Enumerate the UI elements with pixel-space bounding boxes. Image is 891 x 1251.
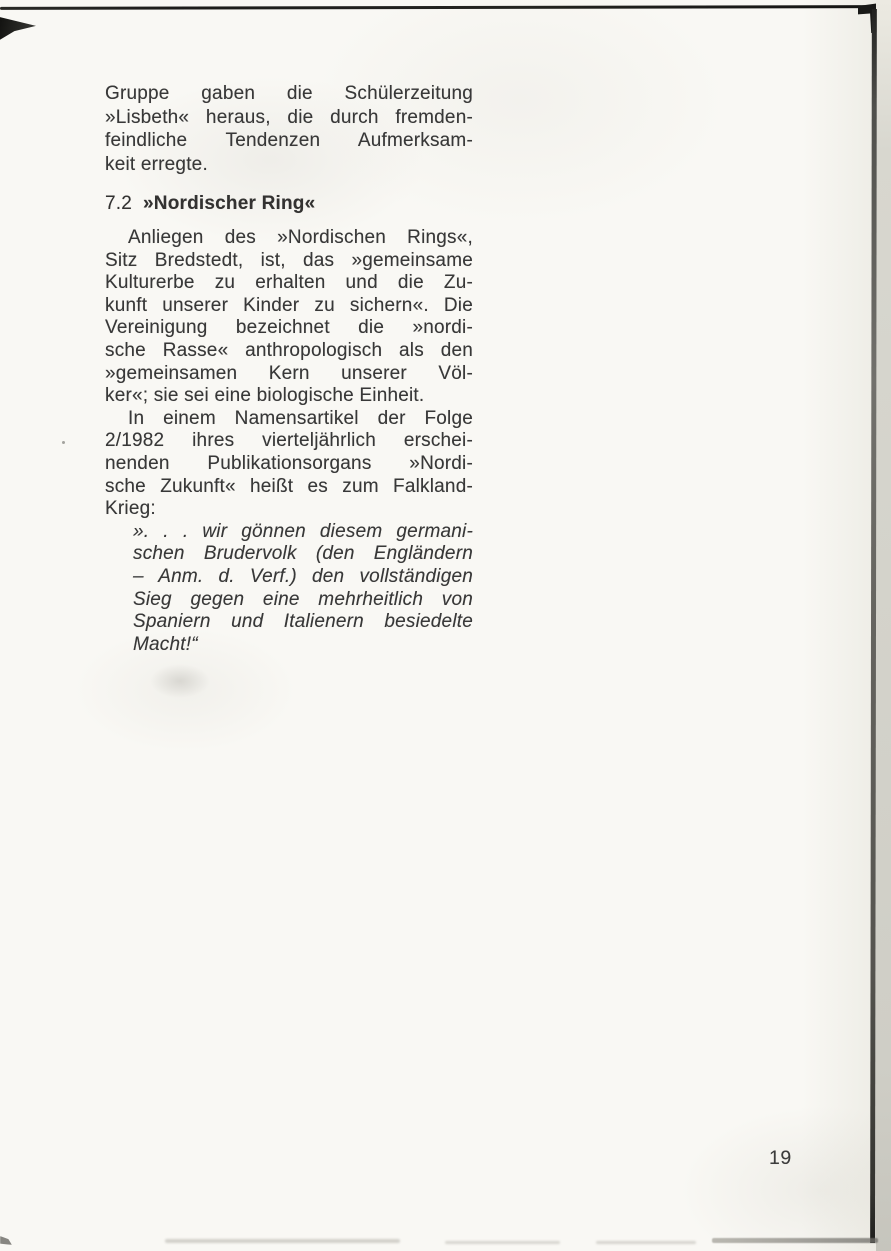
- paragraph-line: Sitz Bredstedt, ist, das »gemeinsame: [105, 249, 473, 271]
- section-heading: [105, 192, 473, 215]
- body-paragraph-namensartikel: [105, 408, 473, 521]
- scan-artifact-top-left-fold: [0, 15, 36, 41]
- intro-paragraph: [105, 82, 473, 176]
- quote-line: Sieg gegen eine mehrheitlich von: [133, 588, 473, 610]
- paragraph-line: Anliegen des »Nordischen Rings«,: [128, 227, 473, 248]
- paragraph-line: Krieg:: [105, 498, 156, 520]
- body-paragraph-anliegen: [105, 227, 473, 408]
- paragraph-line: 2/1982 ihres vierteljährlich erschei-: [105, 430, 473, 452]
- paragraph-line: sche Rasse« anthropologisch als den: [105, 339, 473, 361]
- section-number: 7.2: [105, 193, 133, 214]
- page-number: 19: [769, 1147, 792, 1169]
- section-title: »Nordischer Ring«: [143, 193, 316, 214]
- block-quote: [133, 521, 473, 657]
- paragraph-line: »Lisbeth« heraus, die durch fremden-: [105, 106, 473, 128]
- scan-artifact-speck: [62, 441, 65, 444]
- scan-artifact-smudge: [150, 664, 210, 698]
- scan-artifact-bottom-left-mark: [0, 1236, 12, 1245]
- paragraph-line: »gemeinsamen Kern unserer Völ-: [105, 362, 473, 384]
- paragraph-line: Kulturerbe zu erhalten und die Zu-: [105, 272, 473, 294]
- scan-artifact-top-edge: [0, 5, 878, 10]
- quote-line: Macht!“: [133, 633, 198, 655]
- quote-line: – Anm. d. Verf.) den vollständigen: [133, 565, 473, 587]
- paragraph-line: sche Zukunft« heißt es zum Falkland-: [105, 475, 473, 497]
- paragraph-line: Gruppe gaben die Schülerzeitung: [105, 83, 473, 104]
- quote-line: schen Brudervolk (den Engländern: [133, 543, 473, 565]
- body-text: [105, 227, 473, 656]
- scan-artifact-page-edge-strip: [876, 0, 891, 1251]
- scan-artifact-top-right-corner: [858, 3, 880, 33]
- quote-line: Spaniern und Italienern besiedelte: [133, 611, 473, 633]
- scan-artifact-right-edge: [870, 9, 877, 1243]
- scan-artifact-bottom-shadow: [712, 1238, 878, 1243]
- paragraph-line: feindliche Tendenzen Aufmerksam-: [105, 130, 473, 152]
- scan-artifact-bottom-shadow: [445, 1241, 560, 1244]
- paragraph-line: In einem Namensartikel der Folge: [128, 407, 473, 429]
- paragraph-line: nenden Publikationsorgans »Nordi-: [105, 452, 473, 474]
- quote-line: ». . . wir gönnen diesem germani-: [133, 520, 473, 542]
- scan-artifact-bottom-shadow: [596, 1241, 696, 1244]
- paragraph-line: Vereinigung bezeichnet die »nordi-: [105, 317, 473, 339]
- paragraph-line: keit erregte.: [105, 153, 208, 175]
- paragraph-line: ker«; sie sei eine biologische Einheit.: [105, 385, 425, 407]
- paragraph-line: kunft unserer Kinder zu sichern«. Die: [105, 294, 473, 316]
- scan-artifact-bottom-shadow: [165, 1239, 400, 1243]
